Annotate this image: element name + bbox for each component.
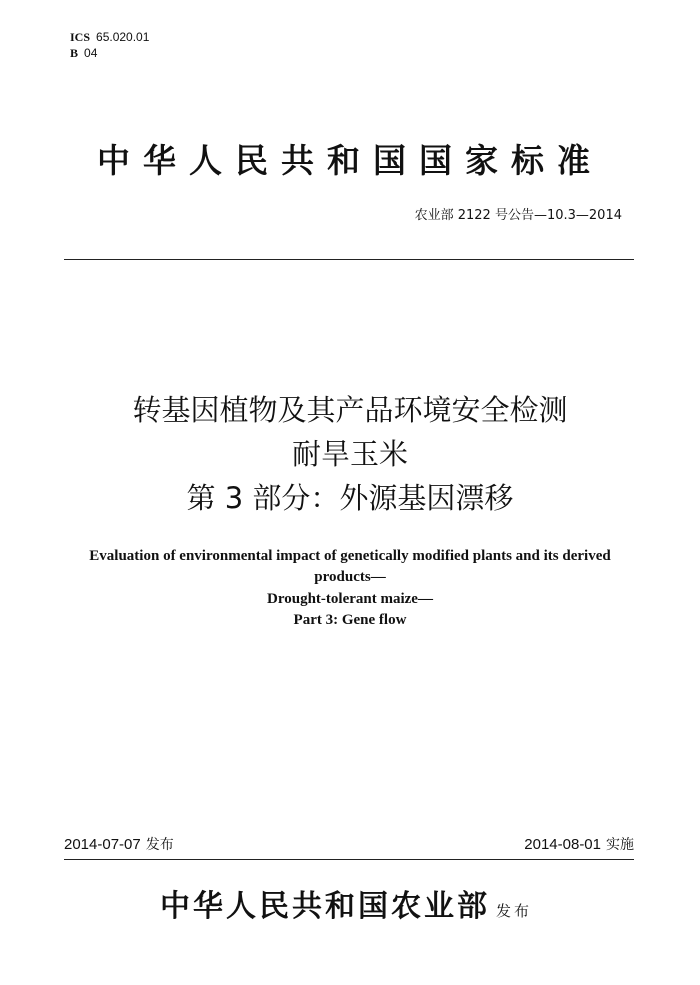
- en-title-line-2: products—: [314, 569, 386, 585]
- class-value: 04: [84, 46, 98, 60]
- issuer-label: 发布: [496, 902, 533, 920]
- issue-label: 发布: [145, 837, 174, 853]
- issuing-body: 中华人民共和国农业部: [160, 889, 490, 924]
- header-divider: [64, 259, 634, 260]
- footer-divider: [64, 859, 634, 860]
- implement-date: [524, 836, 634, 854]
- ics-code: [70, 30, 149, 44]
- cn-title-line-3: 第 3 部分：外源基因漂移: [186, 481, 514, 515]
- ics-label: ICS: [70, 30, 91, 44]
- implement-label: 实施: [606, 837, 634, 853]
- classification-code: [70, 46, 97, 60]
- ics-value: 65.020.01: [96, 30, 150, 44]
- issue-date: [64, 836, 174, 854]
- en-title-line-1: Evaluation of environmental impact of genetically modified plants and its derived: [89, 548, 611, 564]
- issue-date-value: 2014-07-07: [64, 836, 141, 853]
- en-title-line-3: Drought-tolerant maize—: [267, 591, 433, 607]
- cn-title-line-2: 耐旱玉米: [291, 437, 408, 471]
- cn-title-line-1: 转基因植物及其产品环境安全检测: [132, 393, 568, 427]
- standard-number: 农业部 2122 号公告—10.3—2014: [414, 208, 622, 223]
- implement-date-value: 2014-08-01: [524, 836, 601, 853]
- en-title-line-4: Part 3: Gene flow: [293, 612, 407, 628]
- standard-title: 中华人民共和国国家标准: [97, 141, 603, 180]
- class-label: B: [70, 46, 79, 60]
